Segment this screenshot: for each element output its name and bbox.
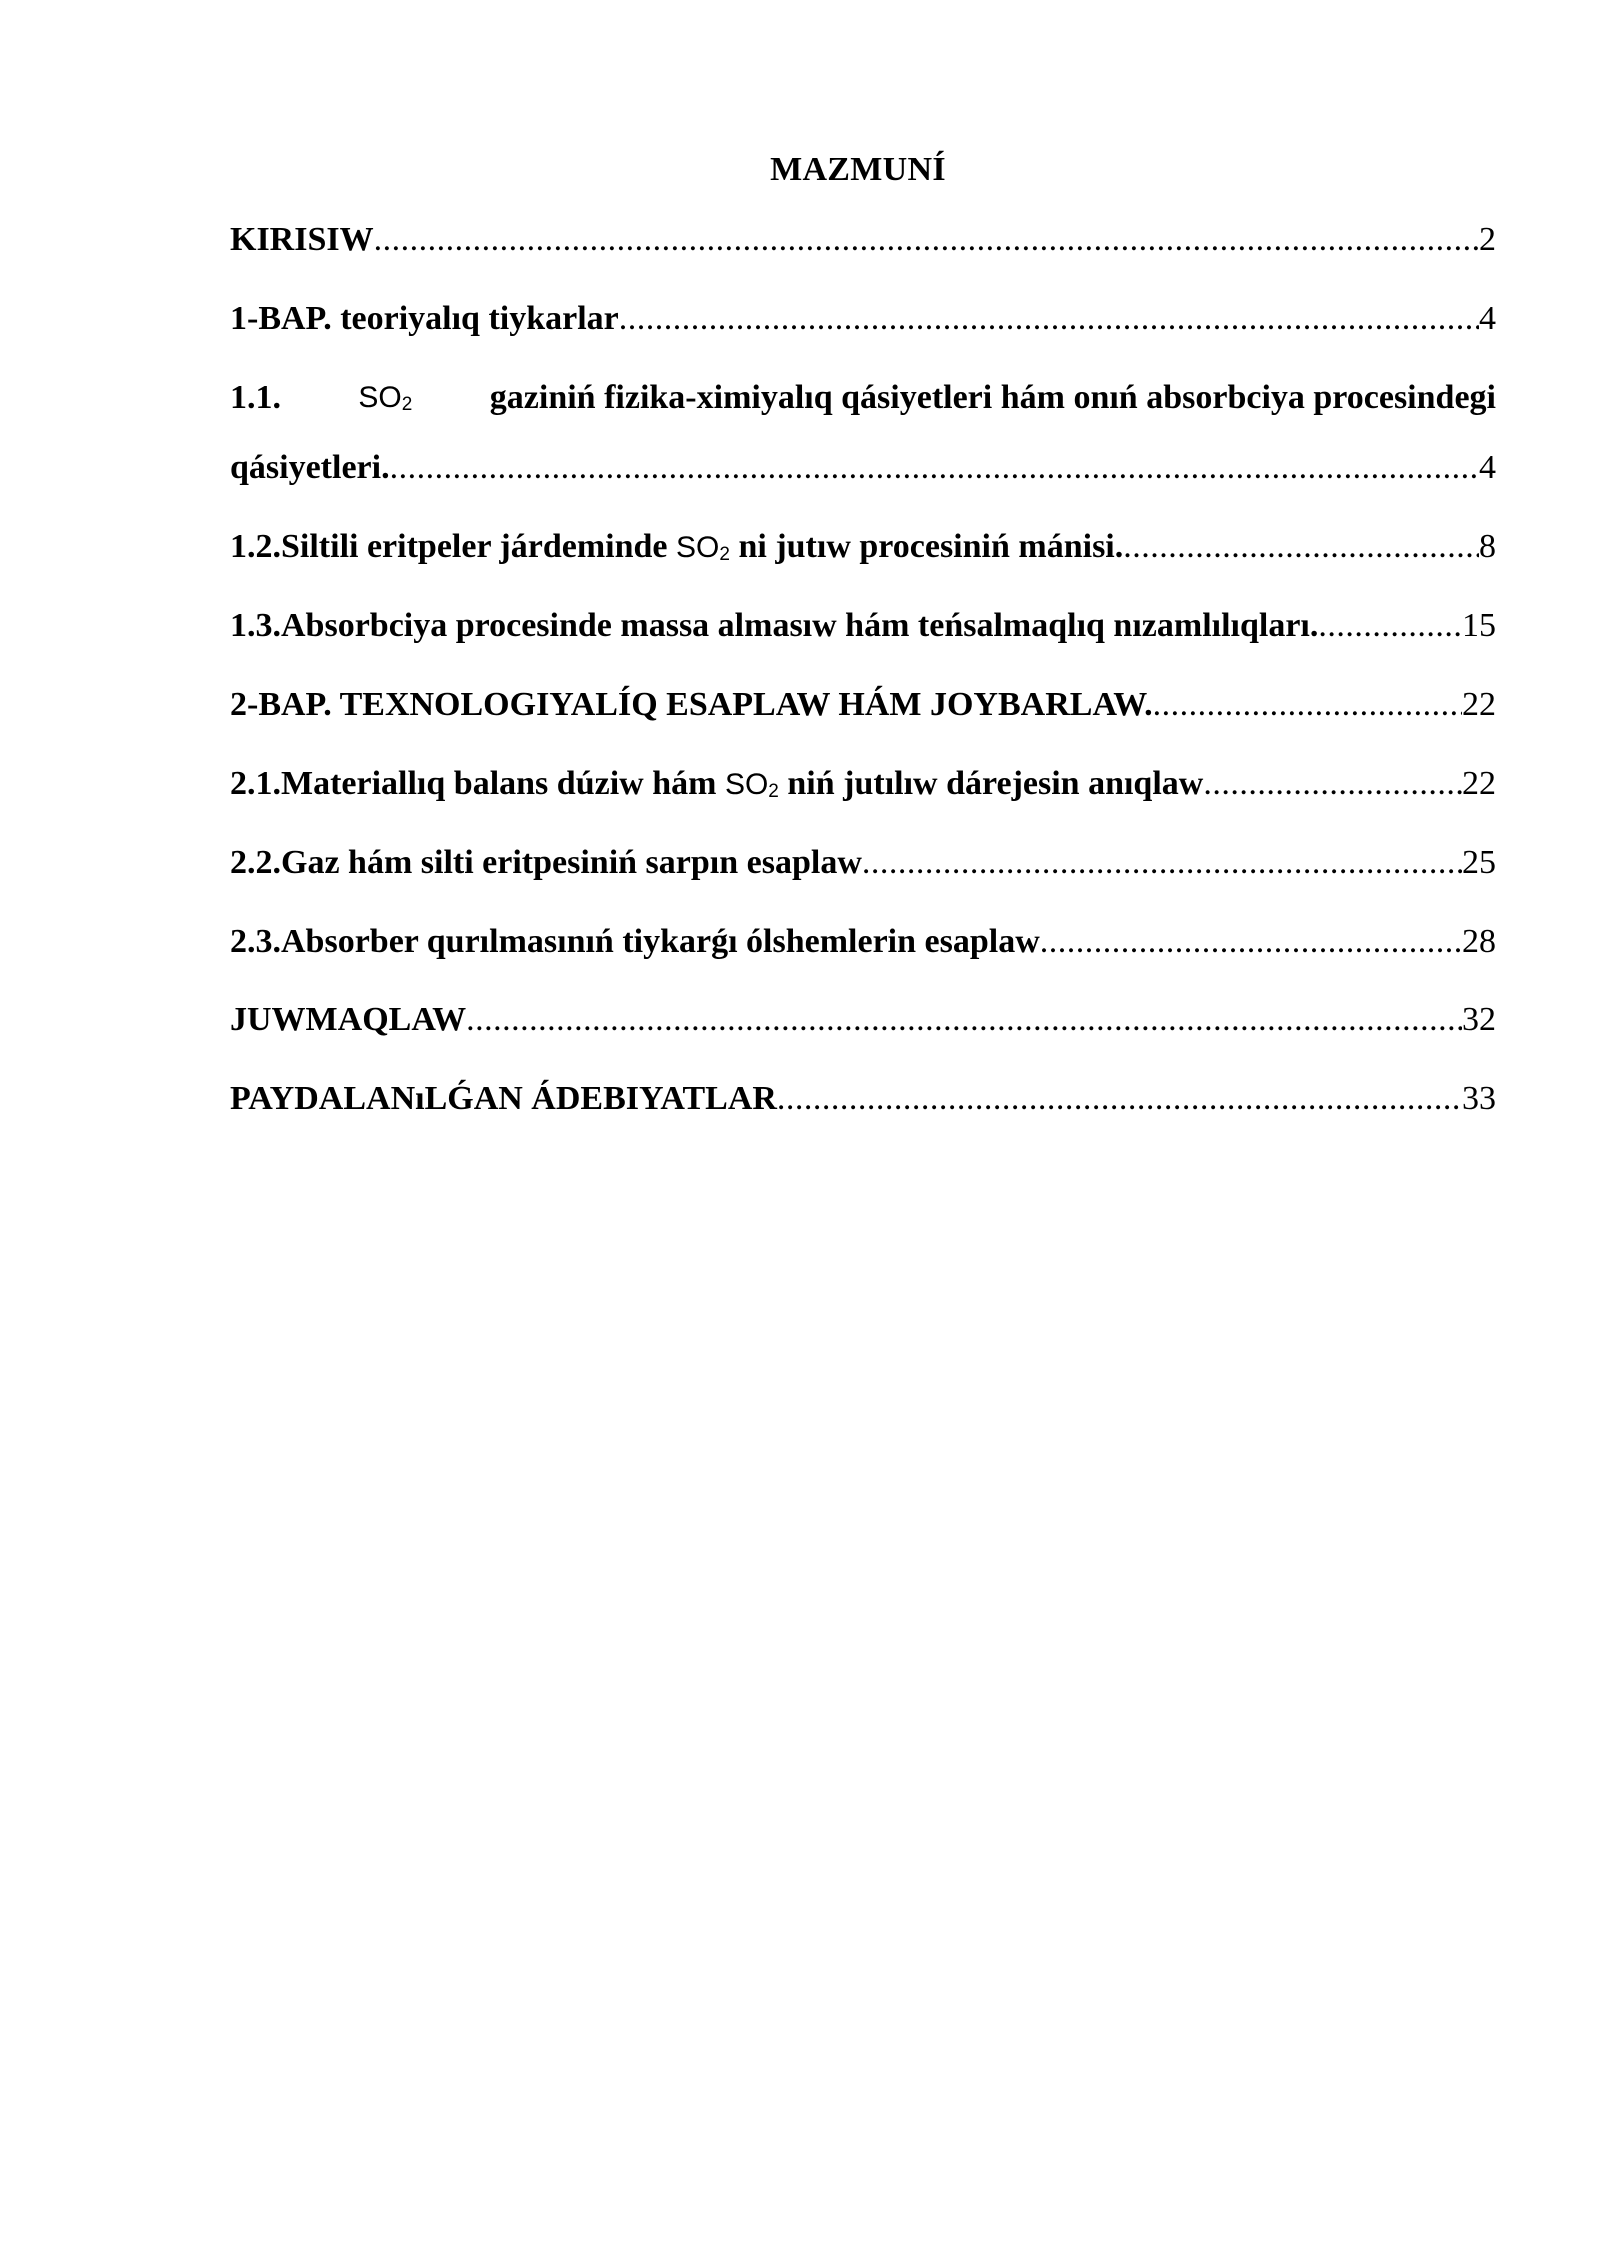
toc-entry-page-number: 28 — [1462, 923, 1496, 960]
toc-entry-label: 2.2.Gaz hám silti eritpesiniń sarpın esaplaw — [230, 844, 862, 881]
dot-leader — [1040, 922, 1462, 962]
toc-entry-page-number: 32 — [1462, 1001, 1496, 1038]
dot-leader — [466, 1000, 1462, 1040]
dot-leader — [1123, 527, 1479, 567]
toc-entry-page-number: 22 — [1462, 686, 1496, 723]
toc-entry-label: 2.3.Absorber qurılmasınıń tiykarǵı ólshemlerin esaplaw — [230, 923, 1040, 960]
chemical-formula-so2: $SO_2$ — [676, 531, 730, 565]
toc-entry-conclusion[interactable] — [230, 1000, 1496, 1040]
toc-entry-label-line-1 — [230, 378, 1496, 418]
toc-entry-label: JUWMAQLAW — [230, 1001, 467, 1038]
section-number: 1.1. — [230, 379, 281, 416]
toc-entry-label: 2-BAP. TEXNOLOGIYALÍQ ESAPLAW HÁM JOYBARLAW. — [230, 686, 1153, 723]
toc-entry-label: 2.1.Materiallıq balans dúziw hám $SO_2$ niń jutılıw dárejesin anıqlaw — [230, 765, 1204, 802]
toc-entry-section-2-1[interactable] — [230, 764, 1496, 805]
dot-leader — [374, 220, 1479, 260]
dot-leader — [862, 843, 1462, 883]
toc-entry-label: 1-BAP. teoriyalıq tiykarlar — [230, 300, 619, 337]
chemical-formula-so2: $SO_2$ — [724, 768, 779, 802]
toc-entry-label: PAYDALANıLǴAN ÁDEBIYATLAR — [230, 1080, 777, 1117]
dot-leader — [390, 448, 1479, 488]
toc-entry-label: KIRISIW — [230, 221, 374, 258]
toc-entry-page-number: 4 — [1479, 449, 1496, 486]
toc-entry-chapter-1[interactable] — [230, 299, 1496, 339]
toc-entry-section-2-2[interactable] — [230, 843, 1496, 883]
toc-entry-page-number: 33 — [1462, 1080, 1496, 1117]
toc-entry-page-number: 15 — [1462, 607, 1496, 644]
toc-entry-page-number: 22 — [1462, 765, 1496, 802]
toc-entry-label: 1.2.Siltili eritpeler járdeminde $SO_2$ ni jutıw procesiniń mánisi. — [230, 528, 1124, 565]
toc-entry-introduction[interactable] — [230, 220, 1496, 260]
toc-entry-section-2-3[interactable] — [230, 922, 1496, 962]
toc-entry-page-number: 8 — [1479, 528, 1496, 565]
toc-entry-page-number: 2 — [1479, 221, 1496, 258]
section-title-part: gaziniń fizika-ximiyalıq qásiyetleri hám onıń absorbciya procesindegi — [489, 379, 1496, 416]
toc-title: MAZMUNÍ — [770, 151, 946, 188]
toc-entry-label-line-2: qásiyetleri. — [230, 449, 390, 486]
chemical-formula-so2: $SO_2$ — [358, 381, 413, 415]
toc-entry-section-1-3[interactable] — [230, 606, 1496, 646]
toc-entry-section-1-1[interactable] — [230, 378, 1496, 488]
toc-entry-references[interactable] — [230, 1079, 1496, 1119]
toc-entry-page-number: 4 — [1479, 300, 1496, 337]
dot-leader — [1203, 764, 1462, 804]
toc-entry-label: 1.3.Absorbciya procesinde massa almasıw hám teńsalmaqlıq nızamlılıqları. — [230, 607, 1319, 644]
dot-leader — [1318, 606, 1462, 646]
toc-entry-page-number: 25 — [1462, 844, 1496, 881]
dot-leader — [619, 299, 1479, 339]
toc-entry-chapter-2[interactable] — [230, 685, 1496, 725]
dot-leader — [1153, 685, 1462, 725]
dot-leader — [777, 1079, 1462, 1119]
toc-entry-section-1-2[interactable] — [230, 527, 1496, 568]
